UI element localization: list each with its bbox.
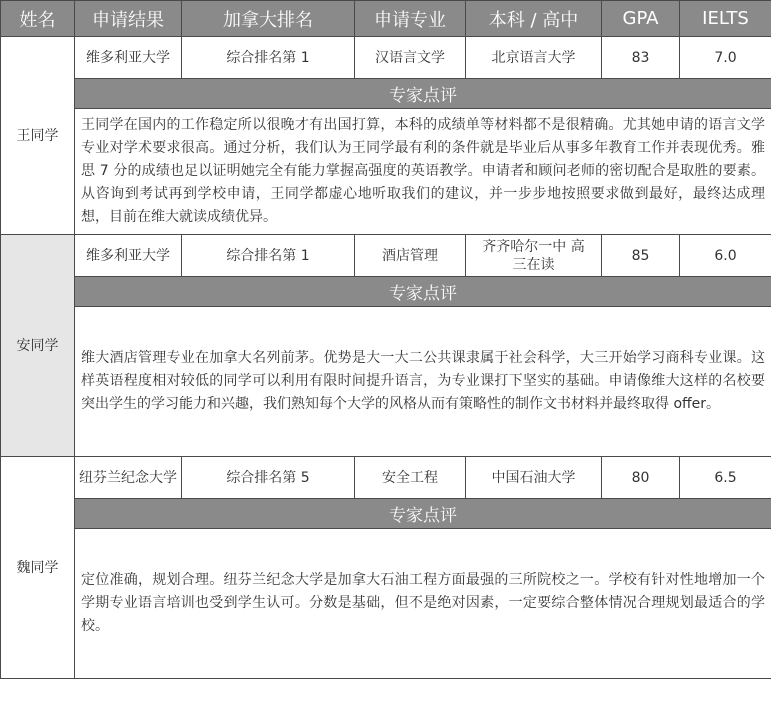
student-gpa: 83 [602,37,680,79]
student-school: 齐齐哈尔一中 高三在读 [466,235,602,277]
student-name: 魏同学 [1,457,75,679]
student-school: 北京语言大学 [466,37,602,79]
student-school: 中国石油大学 [466,457,602,499]
student-major: 安全工程 [355,457,466,499]
header-school: 本科 / 高中 [466,1,602,37]
student-result: 维多利亚大学 [75,37,182,79]
expert-review-title: 专家点评 [75,499,771,529]
expert-review-title-row [1,499,771,529]
expert-review-text: 定位准确，规划合理。纽芬兰纪念大学是加拿大石油工程方面最强的三所院校之一。学校有针对性地增加一个学期专业语言培训也受到学生认可。分数是基础，但不是绝对因素，一定要综合整体情况合理规划最适合的学校。 [75,529,771,679]
student-ranking: 综合排名第 1 [182,235,355,277]
expert-review-title-row [1,79,771,109]
expert-review-row [1,307,771,457]
student-name: 安同学 [1,235,75,457]
student-major: 汉语言文学 [355,37,466,79]
student-gpa: 85 [602,235,680,277]
student-result: 维多利亚大学 [75,235,182,277]
header-name: 姓名 [1,1,75,37]
student-ielts: 6.5 [680,457,771,499]
student-row-3 [1,457,771,499]
student-name: 王同学 [1,37,75,235]
expert-review-row [1,109,771,235]
student-result: 纽芬兰纪念大学 [75,457,182,499]
header-row [1,1,771,37]
expert-review-title: 专家点评 [75,277,771,307]
expert-review-text: 王同学在国内的工作稳定所以很晚才有出国打算，本科的成绩单等材料都不是很精确。尤其她申请的语言文学专业对学术要求很高。通过分析，我们认为王同学最有利的条件就是毕业后从事多年教育工作并表现优秀。雅思 7 分的成绩也足以证明她完全有能力掌握高强度的英语教学。申请者和顾问老师的密切配合是取胜的要素。从咨询到考试再到学校申请，王同学都虚心地听取我们的建议，并一步步地按照要求做到最好，最终达成理想，目前在维大就读成绩优异。 [75,109,771,235]
expert-review-title-row [1,277,771,307]
header-ranking: 加拿大排名 [182,1,355,37]
expert-review-text: 维大酒店管理专业在加拿大名列前茅。优势是大一大二公共课隶属于社会科学，大三开始学习商科专业课。这样英语程度相对较低的同学可以利用有限时间提升语言，为专业课打下坚实的基础。申请像维大这样的名校要突出学生的学习能力和兴趣，我们熟知每个大学的风格从而有策略性的制作文书材料并最终取得 offer。 [75,307,771,457]
header-gpa: GPA [602,1,680,37]
expert-review-row [1,529,771,679]
student-gpa: 80 [602,457,680,499]
expert-review-title: 专家点评 [75,79,771,109]
header-result: 申请结果 [75,1,182,37]
student-row-2 [1,235,771,277]
student-ielts: 7.0 [680,37,771,79]
student-ranking: 综合排名第 1 [182,37,355,79]
student-major: 酒店管理 [355,235,466,277]
student-ielts: 6.0 [680,235,771,277]
student-row-1 [1,37,771,79]
header-major: 申请专业 [355,1,466,37]
header-ielts: IELTS [680,1,771,37]
student-ranking: 综合排名第 5 [182,457,355,499]
